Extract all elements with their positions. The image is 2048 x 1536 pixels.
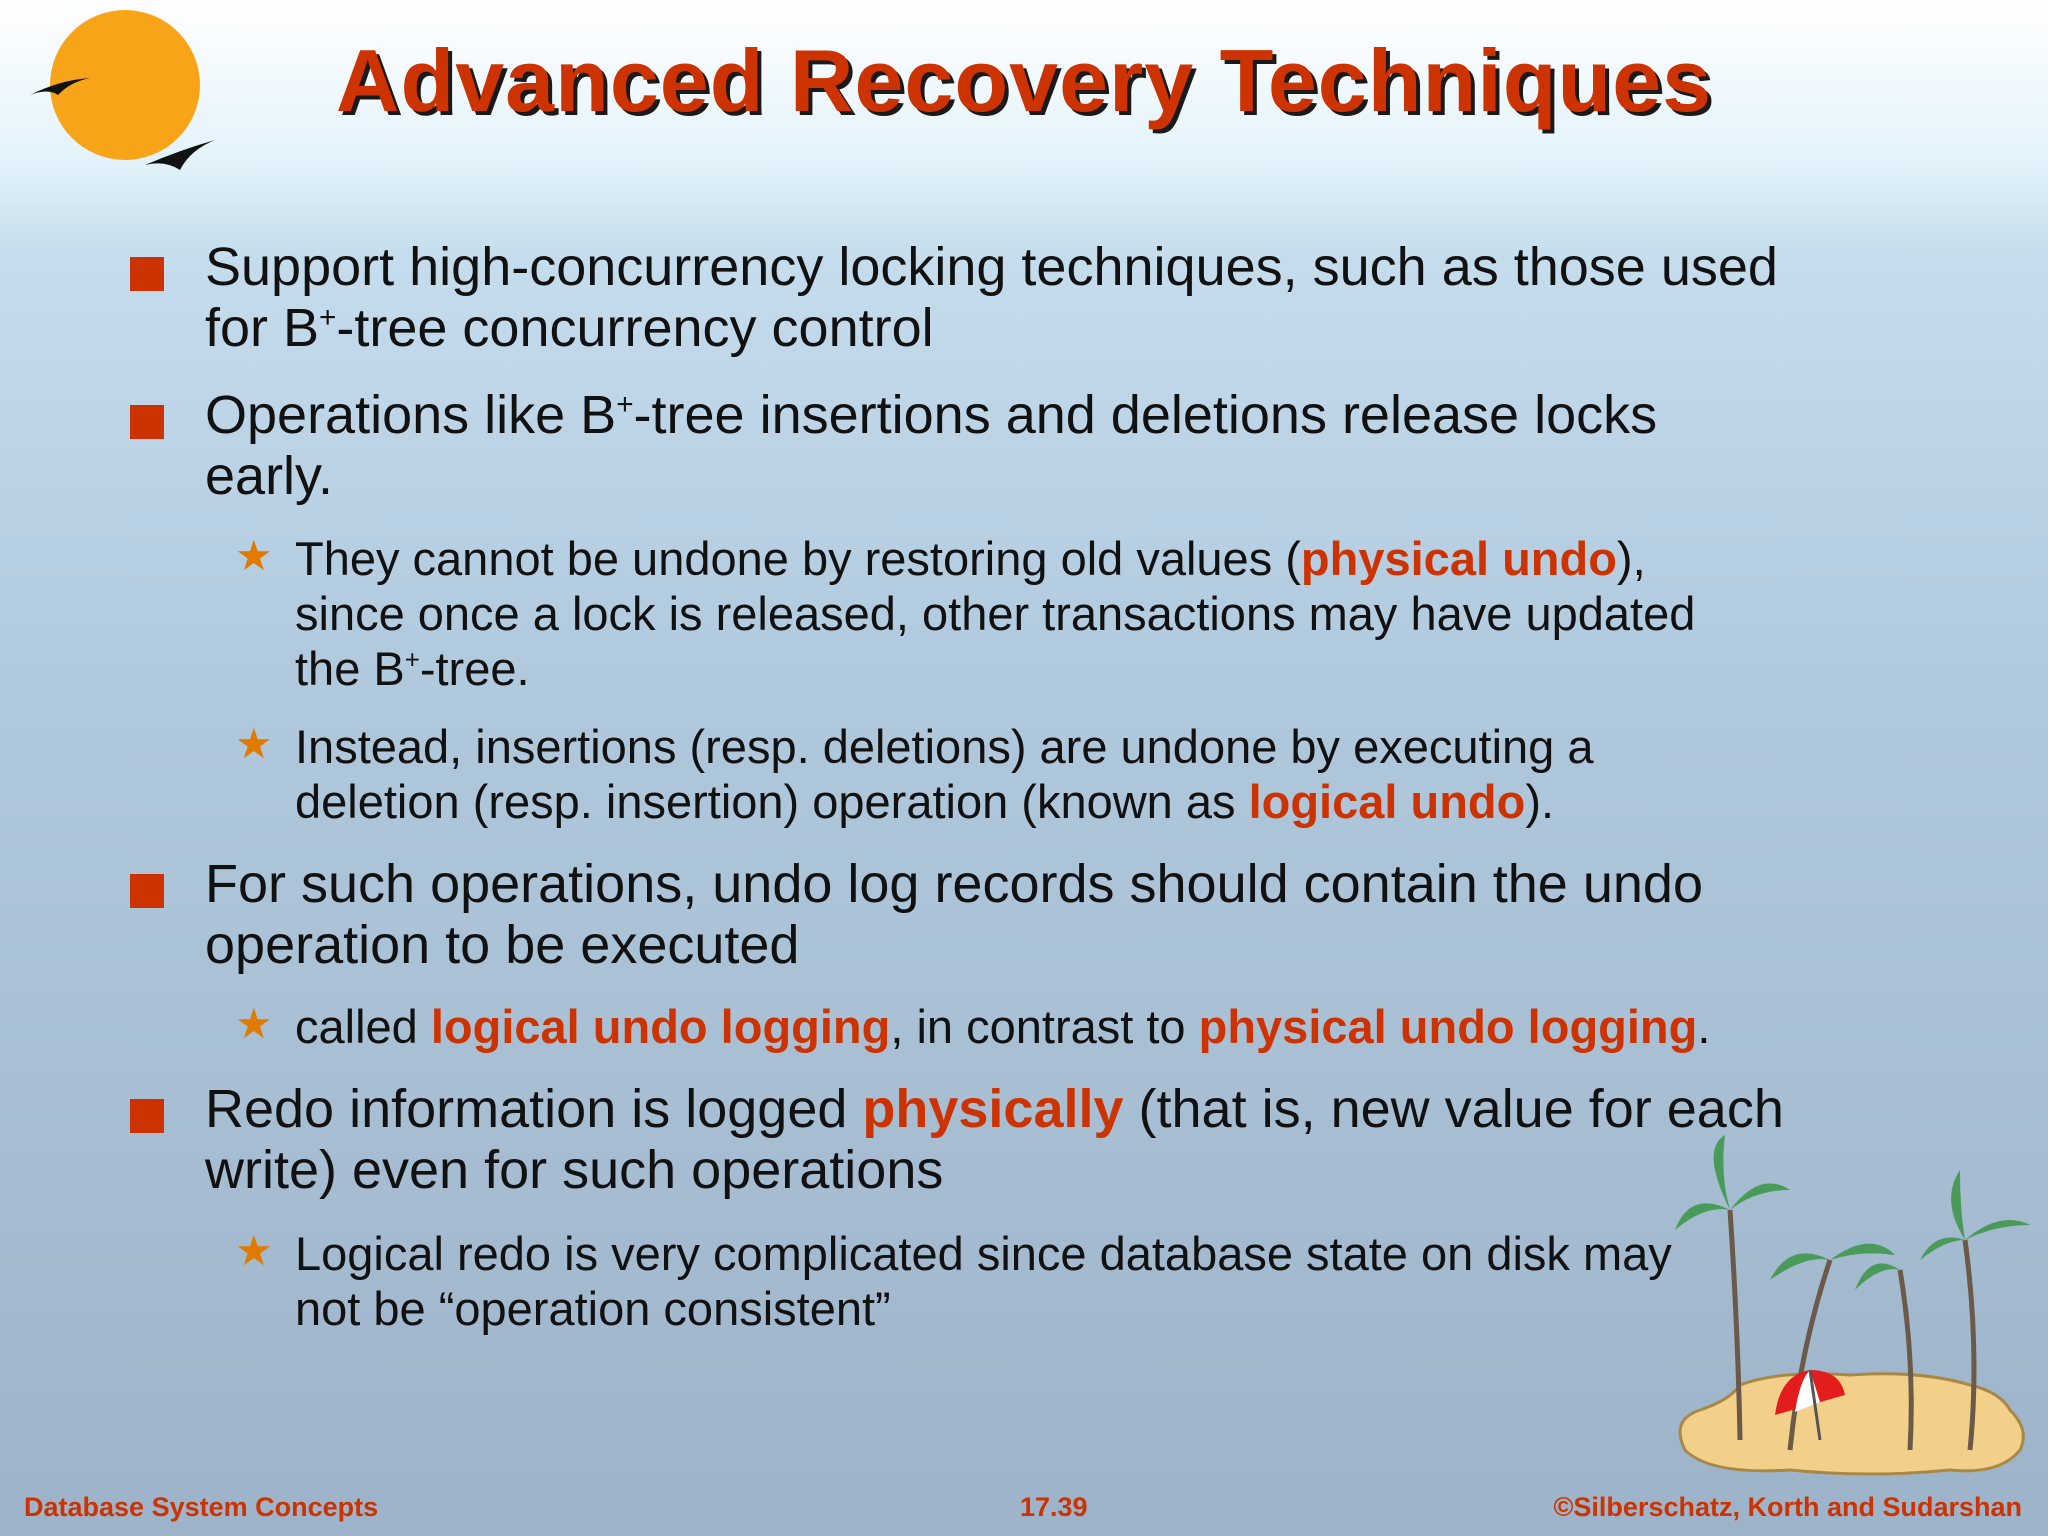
bullet-2: Operations like B+-tree insertions and deletions release locks early.	[205, 385, 1905, 507]
footer-page-number: 17.39	[1020, 1492, 1088, 1522]
square-bullet-icon	[130, 874, 164, 908]
footer-copyright: ©Silberschatz, Korth and Sudarshan	[1553, 1492, 2022, 1522]
square-bullet-icon	[130, 1099, 164, 1133]
sub-bullet-4: ★ Logical redo is very complicated since database state on disk may not be “operation consistent”	[235, 1227, 1672, 1335]
sub-bullet-3: ★ called logical undo logging, in contrast to physical undo logging.	[235, 1000, 1711, 1053]
star-bullet-icon: ★	[235, 720, 273, 767]
bullet-1: Support high-concurrency locking techniques, such as those used for B+-tree concurrency control	[205, 237, 1905, 359]
sub-bullet-2: ★ Instead, insertions (resp. deletions) are undone by executing a deletion (resp. insertion) operation (known as logical undo).	[235, 720, 1594, 828]
footer-course: Database System Concepts	[24, 1492, 379, 1522]
bullet-3: For such operations, undo log records should contain the undo operation to be executed	[205, 854, 1905, 976]
sub-bullet-1: ★ They cannot be undone by restoring old values (physical undo), since once a lock is released, other transactions may have updated the B+-tree.	[235, 532, 1696, 695]
star-bullet-icon: ★	[235, 1227, 273, 1274]
square-bullet-icon	[130, 405, 164, 439]
star-bullet-icon: ★	[235, 1000, 273, 1047]
bullet-4: Redo information is logged physically (that is, new value for each write) even for such operations	[205, 1079, 1905, 1201]
star-bullet-icon: ★	[235, 532, 273, 579]
slide-title: Advanced Recovery Techniques	[335, 31, 1713, 130]
square-bullet-icon	[130, 257, 164, 291]
palm-tree-island-icon	[1670, 1130, 2048, 1480]
